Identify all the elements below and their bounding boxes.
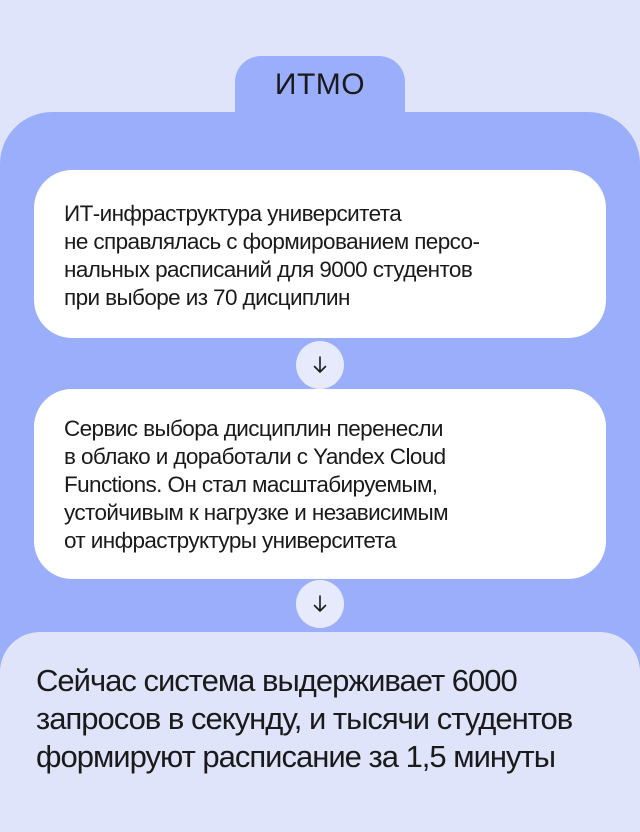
solution-line: Functions. Он стал масштабируемым,	[64, 472, 438, 497]
solution-line: Сервис выбора дисциплин перенесли	[64, 416, 443, 441]
arrow-down-icon	[296, 580, 344, 628]
problem-line: нальных расписаний для 9000 студентов	[64, 257, 473, 282]
page-title: ИТМО	[274, 68, 366, 101]
problem-line: не справлялась с формированием персо-	[64, 229, 480, 254]
solution-line: от инфраструктуры университета	[64, 528, 396, 553]
result-line: запросов в секунду, и тысячи студентов	[36, 701, 573, 736]
problem-line: при выборе из 70 дисциплин	[64, 285, 350, 310]
solution-line: устойчивым к нагрузке и независимым	[64, 500, 448, 525]
problem-card	[34, 170, 606, 338]
problem-line: ИТ-инфраструктура университета	[64, 201, 402, 226]
arrow-down-icon	[296, 341, 344, 389]
result-line: формируют расписание за 1,5 минуты	[36, 739, 556, 774]
solution-card	[34, 389, 606, 579]
solution-line: в облако и доработали с Yandex Cloud	[64, 444, 446, 469]
result-card	[0, 632, 640, 832]
result-line: Сейчас система выдерживает 6000	[36, 663, 517, 698]
